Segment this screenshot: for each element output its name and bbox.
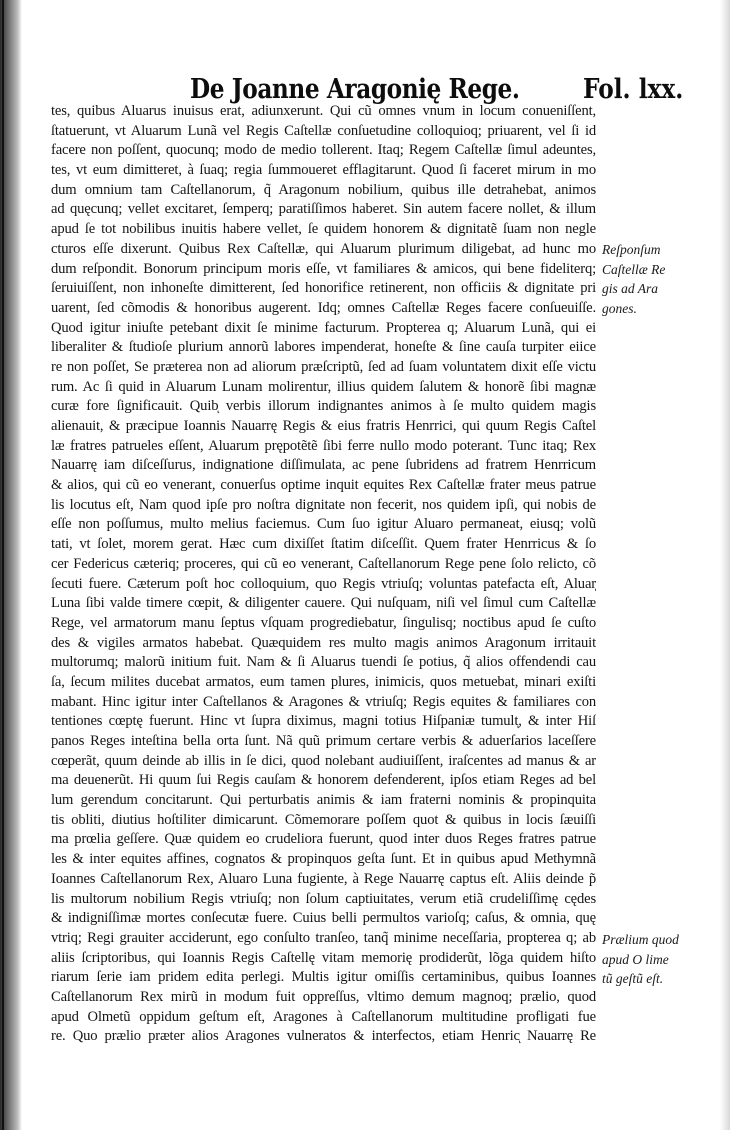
text-line: facere non poſſent, quocunq; modo de medio tollerent. Itaq; Regem Caſtellæ ſimul adeuntes, [51,142,596,159]
text-line: ad quęcunq; vellet excitaret, ſemperq; paratiſſimos haberet. Sin autem facere nollet, & illum [51,201,596,218]
text-line: ſecuti fuere. Cæterum poſt hoc colloquium, quo Regis vtriuſq; voluntas patefacta eſt, Aluarͅ [51,575,596,592]
text-line: les & inter equites affines, cognatos & propinquos geſta ſunt. Et in quibus apud Methymnã [51,851,596,868]
text-line: alienauit, & præcipue Ioannis Nauarrę Regis & eius fratris Henrrici, qui quum Regis Caſtel [51,418,596,434]
marginal-note-line: apud O lime [602,951,669,967]
text-line: tis obliti, diutius hoſtiliter dimicarunt. Cõmemorare poſſem quot & quibus in locis ſæuiſſi [51,811,596,828]
text-line: ſa, ſecum milites ducebat armatos, eum tamen plures, inimicis, quos metuebat, minari exiſti [51,673,596,690]
text-line: ſtatuerunt, vt Aluarum Lunã vel Regis Caſtellæ conſuetudine colloquioq; priuarent, vel ſi id [51,122,596,139]
text-line: læ fratres patrueles eſſent, Aluarum prępotẽtẽ ſibi ferre nullo modo poterant. Tunc itaq; Rex [51,437,596,454]
text-line: & alios, qui cũ eo venerant, conuerſus optime inquit equites Rex Caſtellæ frater meus patrue [51,477,596,494]
marginal-note-line: Caſtellæ Re [602,261,666,277]
marginal-note-line: gones. [602,301,637,317]
text-line: lum gerendum concitarunt. Qui perturbatis animis & iam fraterni nominis & propinquita [51,792,596,809]
text-line: ſeruiuiſſent, non inhoneſte dimitterent, ſed honorifice retinerent, non officiis & dignitate pri [51,280,596,297]
text-line: cœperãt, quum deinde ab illis in ſe dici, quod nolebant audiuiſſent, iraſcentes ad manus & ar [51,752,596,769]
marginal-note-line: gis ad Ara [602,281,659,297]
text-line: vtriq; Regi grauiter acciderunt, ego conſulto tranſeo, tanq̃ minime neceſſaria, propterea q; ab [51,929,596,946]
marginal-note-line: Reſponſum [602,242,661,257]
page-edge-shadow [720,0,730,1130]
text-line: apud ſe tot nobilibus inuitis habere vellet, ſe quidem honorem & dignitatẽ ſuam non negle [51,221,596,238]
text-line: tati, vt ſolet, morem gerat. Hæc cum dixiſſet ſtatim diſceſſit. Quem frater Henrricus & ſo [51,536,596,553]
text-line: des & vigiles armatos habebat. Quæquidem res multo magis animos Aragonum irritauit [51,634,596,651]
marginal-note-battle [602,930,712,989]
text-line: riarum ſerie iam pridem edita perlegi. Multis igitur omiſſis certaminibus, quibus Ioannes [51,969,596,986]
text-line: panos Reges inteſtina bella orta ſunt. Nã quũ primum certare verbis & aduerſarios laceſſere [51,733,596,749]
text-line: tes, quibus Aluarus inuisus erat, adiunxerunt. Qui cũ omnes vnum in locum conueniſſent, [51,103,596,119]
text-line: Caſtellanorum Rex mirũ in modum fuit oppreſſus, vltimo demum magnoq; prælio, quod [51,988,596,1005]
text-line: ma deuenerũt. Hi quum ſui Regis cauſam & honorem defenderent, ipſos etiam Reges ad bel [51,772,596,789]
text-line: tentiones cœptę fuerunt. Hinc vt ſupra diximus, magni totius Hiſpaniæ tumultͅ, & inter Hiſ [51,713,596,730]
running-head-title: De Joanne Aragonię Rege. [190,74,520,105]
text-line: dum omnium tam Caſtellanorum, q̃ Aragonum nobilium, quibus ille detrahebat, animos [51,181,596,198]
text-line: re. Quo prælio præter alios Aragones vulneratos & interfectos, etiam Henricͅ Nauarrę Re [51,1028,596,1045]
page-gutter-shadow [0,0,22,1130]
text-line: re non poſſet, Se præterea non ad aliorum præſcriptũ, ſed ad ſuam voluntatem dixit eſſe victu [51,358,596,375]
text-line: tes, vt eum dimitteret, à ſuaq; regia ſummoueret efflagitarunt. Quod ſi faceret mirum in mo [51,162,596,179]
text-line: eſſe non poſſumus, multo melius faciemus. Cum ſuo igitur Aluaro permaneat, eiusq; volũ [51,516,596,533]
text-line: apud Olmetũ oppidum geſtum eſt, Aragones à Caſtellanorum multitudine profligati fue [51,1008,596,1025]
text-line: rum. Ac ſi quid in Aluarum Lunam molirentur, illius quidem ſalutem & honorẽ ſibi magnæ [51,378,596,395]
marginal-note-response [602,240,712,319]
text-line: Rege, vel armatorum manu ſeptus vſquam progrediebatur, ſingulisq; noctibus apud ſe cuſto [51,614,596,631]
text-line: liberaliter & ſtudioſe plurium annorũ labores impenderat, honeſte & ſine cauſa turpiter eiice [51,339,596,356]
text-line: uarent, ſed cõmodis & honoribus augerent. Idq; omnes Caſtellæ Reges facere conſueuiſſe. [51,299,596,316]
text-line: & indigniſſimæ mortes conſecutæ fuere. Cuius belli permultos varioſq; caſus, & omnia, quę [51,910,596,927]
text-line: lis locutus eſt, Nam quod ipſe pro noſtra dignitate non fecerit, nos quidem ipſi, qui nobis de [51,496,596,513]
text-line: Quod igitur iniuſte petebant dixit ſe minime facturum. Propterea q; Aluarum Lunã, qui ei [51,319,596,336]
text-line: Luna ſibi valde timere cœpit, & diligenter cauere. Qui nuſquam, niſi vel ſimul cum Caſtellæ [51,595,596,612]
text-line: lis multorum nobilium Regis vtriuſq; non ſolum captiuitates, verum etiã crudeliſſimę cędes [51,890,596,907]
text-line: Ioannes Caſtellanorum Rex, Aluaro Luna fugiente, à Rege Nauarrę captus eſt. Aliis deinde p̃ [51,870,596,887]
text-line: cturos eſſe dixerunt. Quibus Rex Caſtellæ, qui Aluarum plurimum diligebat, ad hunc mo [51,240,596,257]
text-line: aliis ſcriptoribus, qui Ioannis Regis Caſtellę vitam memorię prodiderũt, lõga quidem hiſto [51,949,596,966]
text-line: cer Federicus cæteriq; proceres, qui cũ eo venerant, Caſtellanorum Rege pene ſolo relicto, cõ [51,555,596,572]
folio-number: Fol. lxx. [583,74,684,105]
text-line: curæ fore ſignificauit. Quibͅ verbis illorum indignantes animos à ſe multo quidem magis [51,398,596,415]
text-line: ma prœlia geſſere. Quæ quidem eo crudeliora fuerunt, quod inter duos Reges fratres patrue [51,831,596,848]
marginal-note-line: Prælium quod [602,932,679,947]
body-text [51,102,596,1047]
text-line: dum reſpondit. Bonorum principum moris eſſe, vt familiares & amicos, qui bene fideliterq; [51,260,596,277]
text-line: multorumq; malorũ initium fuit. Nam & ſi Aluarus tuendi ſe potius, q̃ alios offendendi cau [51,654,596,671]
text-line: mabant. Hinc igitur inter Caſtellanos & Aragones & vtriuſq; Regis equites & familiares con [51,693,596,710]
marginal-note-line: tũ geſtũ eſt. [602,971,664,987]
text-line: Nauarrę iam diſceſſurus, indignatione diſſimulata, ac pene ſubridens ad fratrem Henrricum [51,457,596,474]
